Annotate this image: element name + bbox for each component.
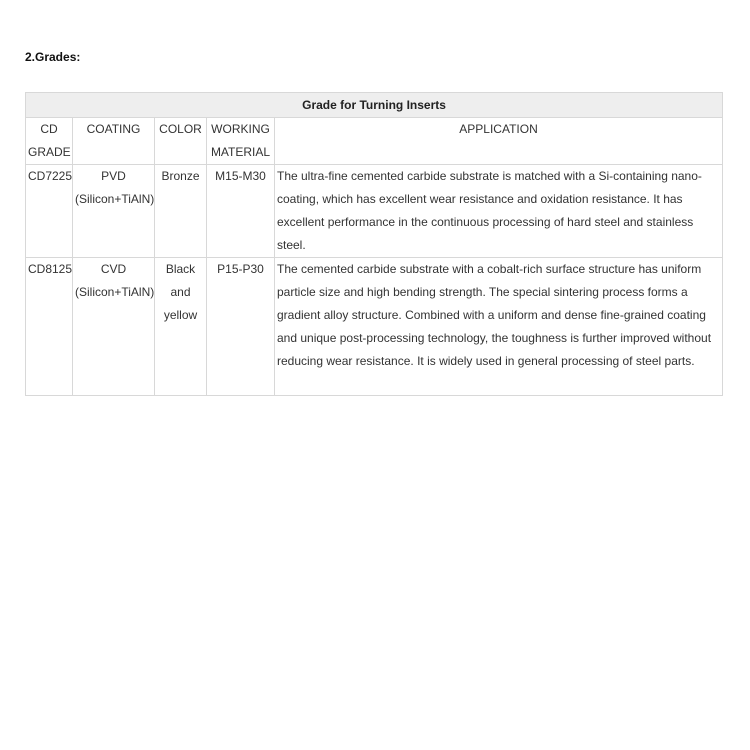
material-cell: P15-P30 — [207, 258, 275, 396]
application-cell: The ultra-fine cemented carbide substrate is matched with a Si-containing nano-coating, which has excellent wear resistance and oxidation resistance. It has excellent performance in the continuous processing of hard steel and stainless steel. — [275, 165, 723, 258]
coating-cell: PVD (Silicon+TiAlN) — [73, 165, 155, 258]
section-heading: 2.Grades: — [25, 50, 81, 64]
table-header-row — [26, 118, 723, 165]
table-caption-row — [26, 93, 723, 118]
header-application: APPLICATION — [275, 118, 723, 165]
header-working-material: WORKING MATERIAL — [207, 118, 275, 165]
header-cd-grade: CD GRADE — [26, 118, 73, 165]
header-coating: COATING — [73, 118, 155, 165]
material-cell: M15-M30 — [207, 165, 275, 258]
grade-cell: CD8125 — [26, 258, 73, 396]
table-row — [26, 165, 723, 258]
table-row — [26, 258, 723, 396]
grade-cell: CD7225 — [26, 165, 73, 258]
color-cell: Bronze — [155, 165, 207, 258]
grades-table — [25, 92, 723, 396]
color-cell: Black and yellow — [155, 258, 207, 396]
header-color: COLOR — [155, 118, 207, 165]
table-caption: Grade for Turning Inserts — [26, 93, 723, 118]
application-cell: The cemented carbide substrate with a cobalt-rich surface structure has uniform particle size and high bending strength. The special sintering process forms a gradient alloy structure. Combined with a uniform and dense fine-grained coating and unique post-processing technology, the toughness is further improved without reducing wear resistance. It is widely used in general processing of steel parts. — [275, 258, 723, 396]
coating-cell: CVD (Silicon+TiAlN) — [73, 258, 155, 396]
